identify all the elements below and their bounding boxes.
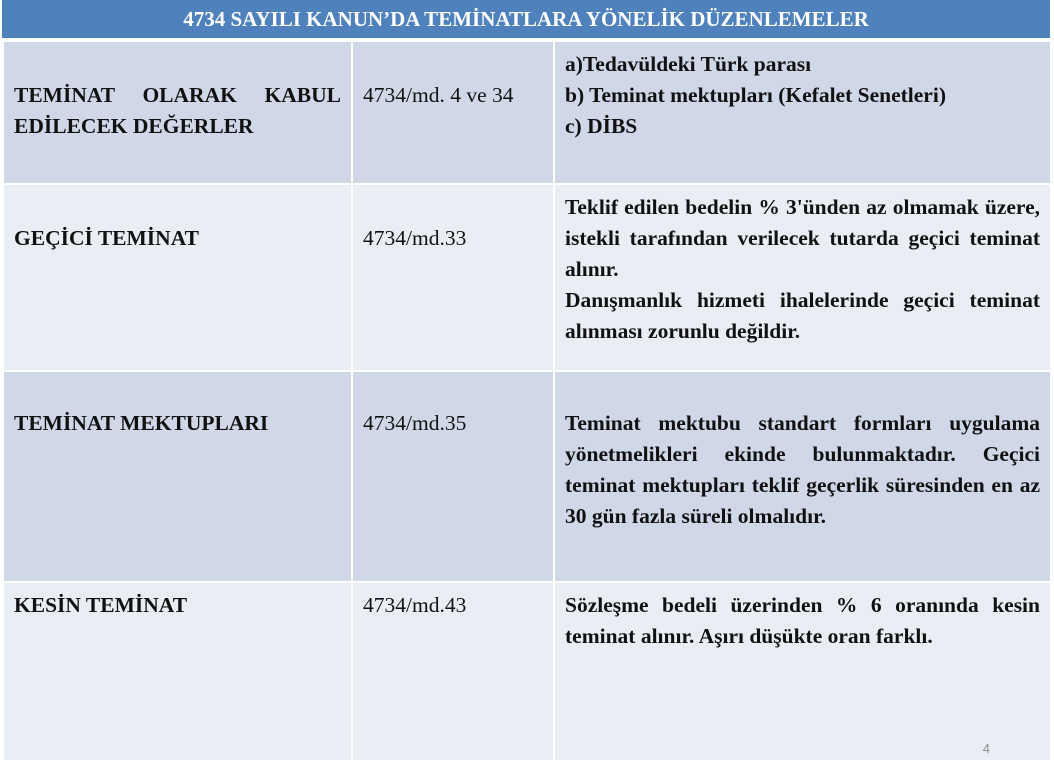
content-paragraph: Teminat mektubu standart formları uygulama yönetmelikleri ekinde bulunmaktadır. Geçici teminat mektupları teklif geçerlik süresinden en az 30 gün fazla süreli olmalıdır. xyxy=(565,411,1040,528)
row-label xyxy=(3,184,352,371)
content-paragraph: Danışmanlık hizmeti ihalelerinde geçici teminat alınması zorunlu değildir. xyxy=(565,288,1040,343)
law-reference xyxy=(352,41,554,184)
law-reference-text: 4734/md.35 xyxy=(363,411,467,435)
row-label-text: KESİN TEMİNAT xyxy=(14,593,188,617)
law-reference-text: 4734/md.43 xyxy=(363,593,467,617)
row-label-text: TEMİNAT OLARAK KABUL EDİLECEK DEĞERLER xyxy=(14,83,341,138)
table-row xyxy=(3,184,1051,371)
row-content xyxy=(554,41,1051,184)
content-line: c) DİBS xyxy=(565,114,638,138)
table-row xyxy=(3,582,1051,761)
row-label-text: GEÇİCİ TEMİNAT xyxy=(14,226,199,250)
content-line: b) Teminat mektupları (Kefalet Senetleri) xyxy=(565,83,946,107)
law-reference xyxy=(352,184,554,371)
table-row xyxy=(3,41,1051,184)
law-reference-text: 4734/md.33 xyxy=(363,226,467,250)
row-label xyxy=(3,41,352,184)
content-line: a)Tedavüldeki Türk parası xyxy=(565,52,812,76)
row-label xyxy=(3,582,352,761)
law-reference-text: 4734/md. 4 ve 34 xyxy=(363,83,514,107)
row-label-text: TEMİNAT MEKTUPLARI xyxy=(14,411,269,435)
page-number: 4 xyxy=(982,741,990,756)
row-content xyxy=(554,371,1051,582)
row-content xyxy=(554,184,1051,371)
content-paragraph: Sözleşme bedeli üzerinden % 6 oranında kesin teminat alınır. Aşırı düşükte oran farklı. xyxy=(565,593,1040,648)
table-row xyxy=(3,371,1051,582)
row-label xyxy=(3,371,352,582)
content-paragraph: Teklif edilen bedelin % 3'ünden az olmamak üzere, istekli tarafından verilecek tutarda geçici teminat alınır. xyxy=(565,195,1040,281)
row-content xyxy=(554,582,1051,761)
law-reference xyxy=(352,371,554,582)
law-reference xyxy=(352,582,554,761)
slide-title: 4734 SAYILI KANUN’DA TEMİNATLARA YÖNELİK DÜZENLEMELER xyxy=(2,0,1050,40)
guarantee-table xyxy=(2,40,1052,762)
